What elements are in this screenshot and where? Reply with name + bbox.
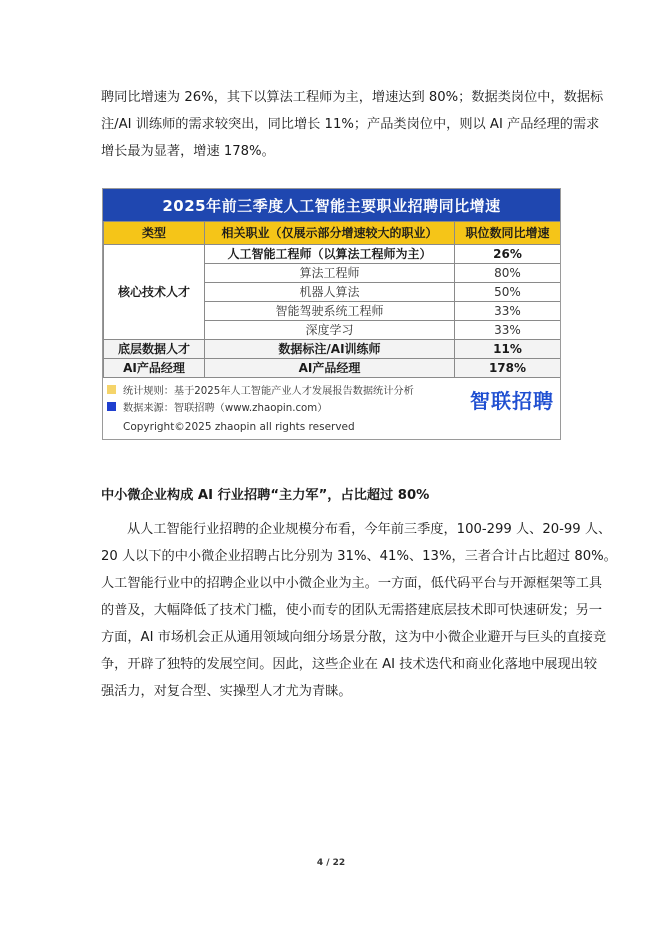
category-cell: AI产品经理 bbox=[104, 359, 205, 378]
intro-paragraph bbox=[101, 84, 604, 165]
header-growth: 职位数同比增速 bbox=[455, 222, 561, 245]
section-line: 强活力，对复合型、实操型人才尤为青睐。 bbox=[101, 684, 352, 699]
table-header-row bbox=[104, 222, 561, 245]
copyright: Copyright©2025 zhaopin all rights reserved bbox=[123, 421, 355, 433]
section-paragraph bbox=[101, 516, 617, 705]
note-source bbox=[107, 399, 327, 414]
job-cell: AI产品经理 bbox=[205, 359, 455, 378]
job-cell: 智能驾驶系统工程师 bbox=[205, 302, 455, 321]
job-cell: 数据标注/AI训练师 bbox=[205, 340, 455, 359]
category-cell: 核心技术人才 bbox=[104, 245, 205, 340]
intro-line: 聘同比增速为 26%，其下以算法工程师为主，增速达到 80%；数据类岗位中，数据标 bbox=[101, 90, 604, 105]
table-row bbox=[104, 340, 561, 359]
job-cell: 人工智能工程师（以算法工程师为主） bbox=[205, 245, 455, 264]
section-line: 20 人以下的中小微企业招聘占比分别为 31%、41%、13%，三者合计占比超过 80%。 bbox=[101, 549, 617, 564]
growth-cell: 178% bbox=[455, 359, 561, 378]
intro-line: 增长最为显著，增速 178%。 bbox=[101, 144, 275, 159]
growth-cell: 26% bbox=[455, 245, 561, 264]
table-row bbox=[104, 359, 561, 378]
growth-cell: 33% bbox=[455, 321, 561, 340]
section-line: 人工智能行业中的招聘企业以中小微企业为主。一方面，低代码平台与开源框架等工具 bbox=[101, 576, 603, 591]
zhaopin-logo bbox=[470, 385, 554, 414]
section-line: 方面，AI 市场机会正从通用领域向细分场景分散，这为中小微企业避开与巨头的直接竞 bbox=[101, 630, 607, 645]
note-rule bbox=[107, 382, 414, 397]
figure-notes bbox=[103, 379, 560, 439]
section-line: 从人工智能行业招聘的企业规模分布看，今年前三季度，100-299 人、20-99 人、 bbox=[127, 522, 612, 537]
growth-table bbox=[103, 221, 561, 378]
section-heading: 中小微企业构成 AI 行业招聘“主力军”，占比超过 80% bbox=[101, 488, 430, 503]
section-line: 的普及，大幅降低了技术门槛，使小而专的团队无需搭建底层技术即可快速研发；另一 bbox=[101, 603, 603, 618]
yellow-square-icon bbox=[107, 385, 116, 394]
note-source-text: 数据来源：智联招聘（www.zhaopin.com） bbox=[123, 403, 328, 414]
brand-text: 智联招聘 bbox=[470, 389, 554, 413]
job-cell: 算法工程师 bbox=[205, 264, 455, 283]
job-cell: 机器人算法 bbox=[205, 283, 455, 302]
header-job: 相关职业（仅展示部分增速较大的职业） bbox=[205, 222, 455, 245]
growth-table-figure bbox=[102, 188, 561, 440]
growth-cell: 33% bbox=[455, 302, 561, 321]
intro-line: 注/AI 训练师的需求较突出，同比增长 11%；产品类岗位中，则以 AI 产品经理的需求 bbox=[101, 117, 600, 132]
job-cell: 深度学习 bbox=[205, 321, 455, 340]
figure-title: 2025年前三季度人工智能主要职业招聘同比增速 bbox=[103, 189, 560, 221]
growth-cell: 80% bbox=[455, 264, 561, 283]
note-rule-text: 统计规则：基于2025年人工智能产业人才发展报告数据统计分析 bbox=[123, 386, 414, 397]
header-category: 类型 bbox=[104, 222, 205, 245]
blue-square-icon bbox=[107, 402, 116, 411]
growth-cell: 50% bbox=[455, 283, 561, 302]
table-row bbox=[104, 245, 561, 264]
page-number: 4 / 22 bbox=[316, 858, 346, 868]
category-cell: 底层数据人才 bbox=[104, 340, 205, 359]
section-line: 争，开辟了独特的发展空间。因此，这些企业在 AI 技术迭代和商业化落地中展现出较 bbox=[101, 657, 598, 672]
growth-cell: 11% bbox=[455, 340, 561, 359]
